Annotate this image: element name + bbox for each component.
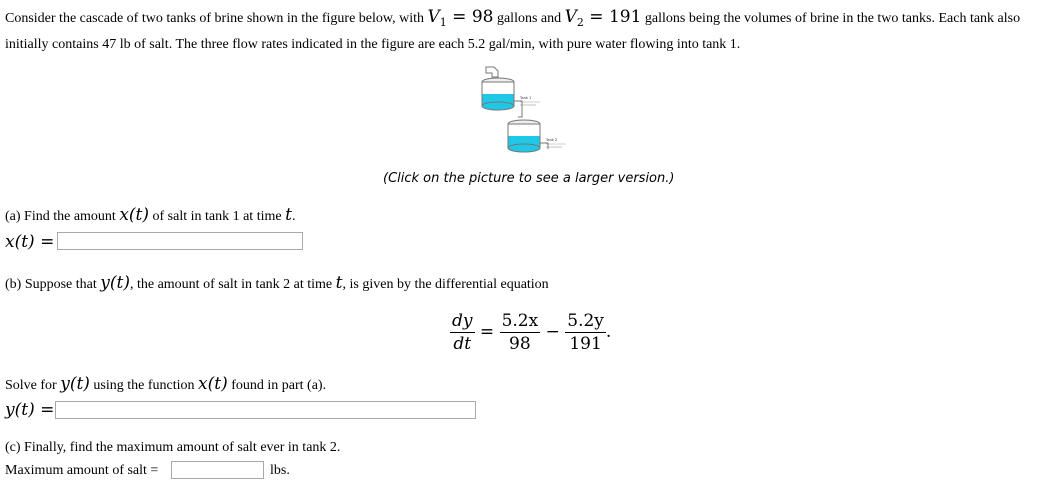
part-b-question <box>5 273 549 293</box>
part-a-answer-label <box>5 232 54 252</box>
v1-symbol: V <box>427 7 440 27</box>
v2-subscript: 2 <box>576 15 584 29</box>
x-of-t-input[interactable] <box>57 232 303 250</box>
solve-text-3: found in part (a). <box>227 378 327 393</box>
intro-text-3: gallons being the volumes of brine in the two tanks. Each tank also initially contains 47 lb of salt. The three flow rates indicated in the figure are each 5.2 gal/min, with pure water flowing into tank 1. <box>5 11 1021 52</box>
de-term2-den: 191 <box>569 334 602 354</box>
max-salt-label: Maximum amount of salt = <box>5 463 159 478</box>
de-dy: dy <box>452 311 473 331</box>
v1-subscript: 1 <box>439 15 447 29</box>
de-term1-num: 5.2x <box>501 311 539 331</box>
de-minus: − <box>545 322 560 342</box>
de-term1-den: 98 <box>509 334 531 354</box>
tank2-label: Tank 2 <box>546 138 558 142</box>
tank-cascade-figure[interactable] <box>478 63 578 163</box>
de-equals: = <box>479 322 495 342</box>
part-b-text-3: , is given by the differential equation <box>342 277 549 292</box>
part-b-text-1: (b) Suppose that <box>5 277 101 292</box>
tank1-label: Tank 1 <box>520 96 532 100</box>
solve-text-1: Solve for <box>5 378 61 393</box>
max-salt-input[interactable] <box>171 461 264 479</box>
x-of-t-label: x(t) = <box>5 232 55 252</box>
de-term2-num: 5.2y <box>567 311 604 331</box>
y-of-t-label: y(t) = <box>5 400 55 420</box>
max-salt-unit: lbs. <box>270 463 290 478</box>
y-of-t-answer-label <box>5 400 54 420</box>
part-a-func: x(t) <box>119 205 149 225</box>
solve-func: y(t) <box>60 374 90 394</box>
differential-equation <box>450 310 611 355</box>
part-a-text-3: . <box>291 209 296 224</box>
de-period: . <box>605 322 612 342</box>
intro-text-1: Consider the cascade of two tanks of brine shown in the figure below, with <box>5 11 428 26</box>
intro-text-2: gallons and <box>493 11 565 26</box>
part-b-text-2: , the amount of salt in tank 2 at time <box>129 277 336 292</box>
v1-value: = 98 <box>446 7 494 27</box>
figure-caption: (Click on the picture to see a larger version.) <box>383 171 675 186</box>
v2-value: = 191 <box>583 7 642 27</box>
y-of-t-input[interactable] <box>55 401 476 419</box>
solve-question <box>5 374 326 394</box>
de-dt: dt <box>453 334 472 354</box>
tank-diagram <box>478 63 578 163</box>
problem-statement <box>5 6 1050 56</box>
part-b-func: y(t) <box>100 273 130 293</box>
part-c-question: (c) Finally, find the maximum amount of salt ever in tank 2. <box>5 440 341 455</box>
part-b-var: t <box>335 273 343 293</box>
part-a-text-1: (a) Find the amount <box>5 209 120 224</box>
v2-symbol: V <box>564 7 577 27</box>
part-a-question <box>5 205 295 225</box>
solve-func2: x(t) <box>198 374 228 394</box>
part-a-var: t <box>285 205 292 225</box>
part-a-text-2: of salt in tank 1 at time <box>149 209 286 224</box>
solve-text-2: using the function <box>89 378 199 393</box>
